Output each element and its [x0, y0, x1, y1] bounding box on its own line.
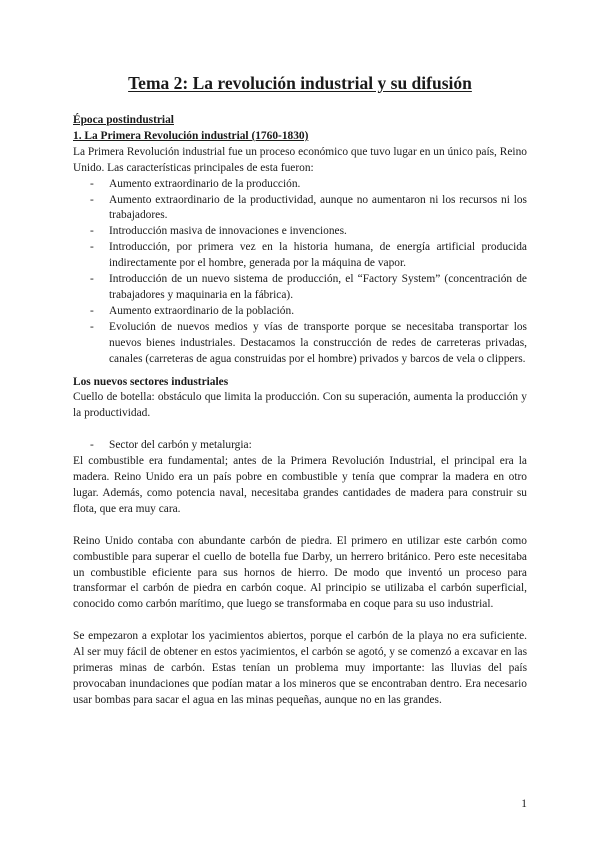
paragraph-bottleneck: Cuello de botella: obstáculo que limita la producción. Con su superación, aumenta la producción y la productividad. — [73, 391, 527, 420]
sector-list — [73, 438, 527, 454]
list-item-coal-metallurgy: - Sector del carbón y metalurgia: — [73, 438, 527, 454]
document-title: Tema 2: La revolución industrial y su difusión — [128, 73, 472, 93]
paragraph-intro: La Primera Revolución industrial fue un proceso económico que tuvo lugar en un único país, Reino Unido. Las características principales de esta fueron: — [73, 145, 527, 174]
subheading-first-revolution: 1. La Primera Revolución industrial (1760-1830) — [73, 129, 309, 142]
section-heading-new-sectors: Los nuevos sectores industriales — [73, 375, 229, 388]
list-item: - Aumento extraordinario de la productividad, aunque no aumentaron ni los recursos ni los trabajadores. — [73, 193, 527, 225]
list-item: - Introducción, por primera vez en la historia humana, de energía artificial producida indirectamente por el hombre, generada por la máquina de vapor. — [73, 240, 527, 272]
paragraph-fuel: El combustible era fundamental; antes de la Primera Revolución Industrial, el principal era la madera. Reino Unido era un país pobre en combustible y tenía que comprar la madera en otro lugar. Además, como potencia naval, necesitaba grandes cantidades de madera para construir su flota, que era muy cara. — [73, 455, 527, 515]
list-item: - Evolución de nuevos medios y vías de transporte porque se necesitaba transportar los nuevos bienes industriales. Destacamos la construcción de redes de carreteras privadas, canales (carreteras de agua construidas por el hombre) privados y barcos de vela o clippers. — [73, 320, 527, 368]
characteristics-list — [73, 177, 527, 368]
list-item: - Aumento extraordinario de la producción. — [73, 177, 527, 193]
page-number: 1 — [521, 798, 527, 810]
list-item: - Aumento extraordinario de la población. — [73, 304, 527, 320]
section-heading-postindustrial: Época postindustrial — [73, 114, 174, 126]
list-item: - Introducción masiva de innovaciones e invenciones. — [73, 224, 527, 240]
document-body — [73, 113, 527, 709]
paragraph-mines: Se empezaron a explotar los yacimientos abiertos, porque el carbón de la playa no era suficiente. Al ser muy fácil de obtener en estos yacimientos, el carbón se agotó, y se comenzó a excavar en las primeras minas de carbón. Estas tenían un problema muy importante: las lluvias del país provocaban inundaciones que podían matar a los mineros que se encontraban dentro. Era necesario usar bombas para sacar el agua en las minas pequeñas, aunque no en las grandes. — [73, 630, 527, 706]
list-item: - Introducción de un nuevo sistema de producción, el “Factory System” (concentración de trabajadores y maquinaria en la fábrica). — [73, 272, 527, 304]
paragraph-coal: Reino Unido contaba con abundante carbón de piedra. El primero en utilizar este carbón como combustible para superar el cuello de botella fue Darby, un herrero británico. Pero este necesitaba un combustible eficiente para sus hornos de hierro. De modo que inventó un proceso para transformar el carbón de piedra en carbón coque. Al principio se utilizaba el carbón superficial, conocido como carbón marítimo, que luego se transformaba en coque para su uso industrial. — [73, 534, 527, 611]
